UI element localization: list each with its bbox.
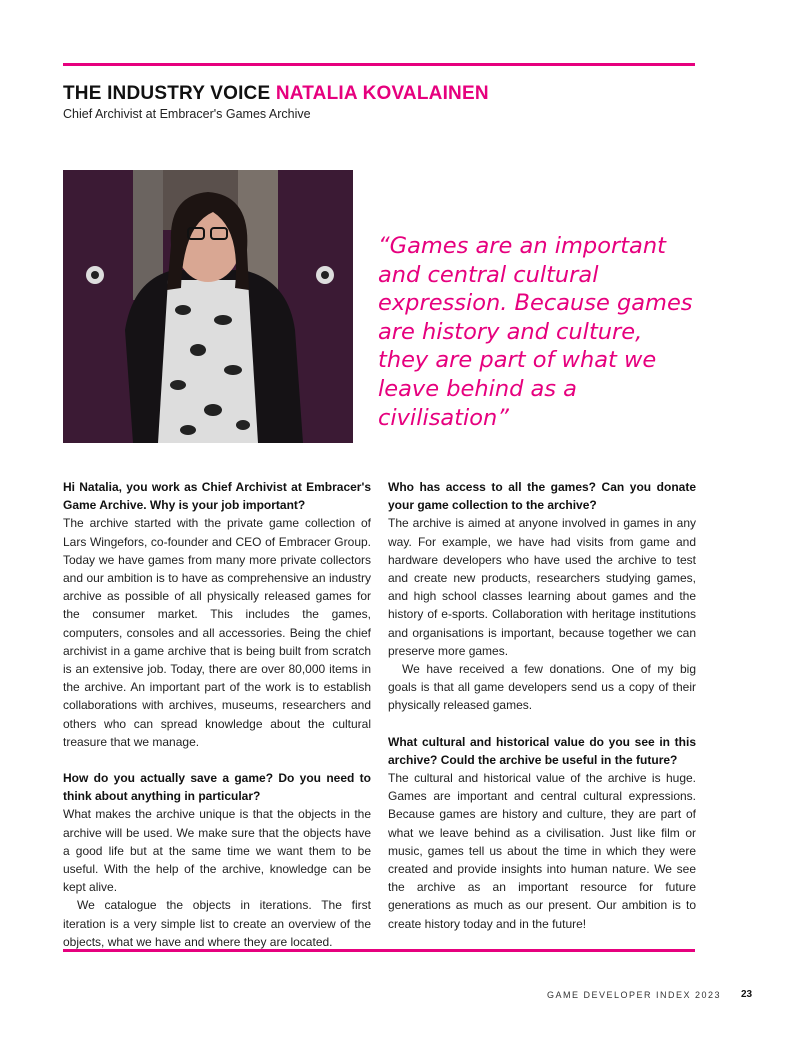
interviewee-name: NATALIA KOVALAINEN: [275, 83, 489, 104]
right-column: [388, 478, 696, 933]
answer-paragraph: The archive is aimed at anyone involved in games in any way. For example, we have had visits from game and hardware developers who have used the archive to test and create new products, researchers studying games, and high school classes learning about games and the history of e-sports. Collaboration with heritage institutions and organisations is important, because together we can preserve more games.: [388, 516, 696, 658]
top-rule: [63, 63, 695, 66]
pull-quote: “Games are an important and central cultural expression. Because games are history and culture, they are part of what we leave behind as a civilisation”: [378, 233, 693, 431]
question: What cultural and historical value do you see in this archive? Could the archive be useful in the future?: [388, 734, 696, 767]
publication-name: GAME DEVELOPER INDEX 2023: [547, 990, 722, 1000]
answer-paragraph: We catalogue the objects in iterations. The first iteration is a very simple list to create an overview of the objects, what we have and where they are located.: [63, 898, 371, 949]
answer-paragraph: The archive started with the private game collection of Lars Wingefors, co-founder and CEO of Embracer Group. Today we have games from many more private collectors and our ambition is to have as comprehensive an industry archive as possible of all physically released games for the consumer market. This includes the games, computers, consoles and all accessories. Being the chief archivist in a game archive that is being built from scratch is an extensive job. Today, there are over 80,000 items in the archive. An important part of the work is to establish collaborations with archives, museums, researchers and others who can spread knowledge about the cultural treasure that we manage.: [63, 516, 371, 749]
left-column: [63, 478, 371, 951]
answer-paragraph: We have received a few donations. One of my big goals is that all game developers send us a copy of their physically released games.: [388, 662, 696, 713]
article-title: [63, 83, 489, 105]
portrait-photo: [63, 170, 353, 443]
kicker: THE INDUSTRY VOICE: [63, 83, 271, 104]
question: Who has access to all the games? Can you donate your game collection to the archive?: [388, 480, 696, 513]
answer-paragraph: The cultural and historical value of the archive is huge. Games are important and central cultural expressions. Because games are history and culture, they are part of what we leave behind as a civilisation. Just like film or music, games tell us about the time in which they were created and provide insights into human nature. We see the archive as an important resource for future generations as much as our present. Our ambition is to create history today and in the future!: [388, 771, 696, 931]
subtitle: Chief Archivist at Embracer's Games Archive: [63, 107, 311, 121]
question: How do you actually save a game? Do you need to think about anything in particular?: [63, 771, 371, 804]
answer-paragraph: What makes the archive unique is that the objects in the archive will be used. We make sure that the objects have a good life but at the same time we want them to be useful. With the help of the archive, knowledge can be kept alive.: [63, 807, 371, 895]
bottom-rule: [63, 949, 695, 952]
page-number: 23: [741, 989, 753, 1000]
question: Hi Natalia, you work as Chief Archivist at Embracer's Game Archive. Why is your job important?: [63, 480, 371, 513]
